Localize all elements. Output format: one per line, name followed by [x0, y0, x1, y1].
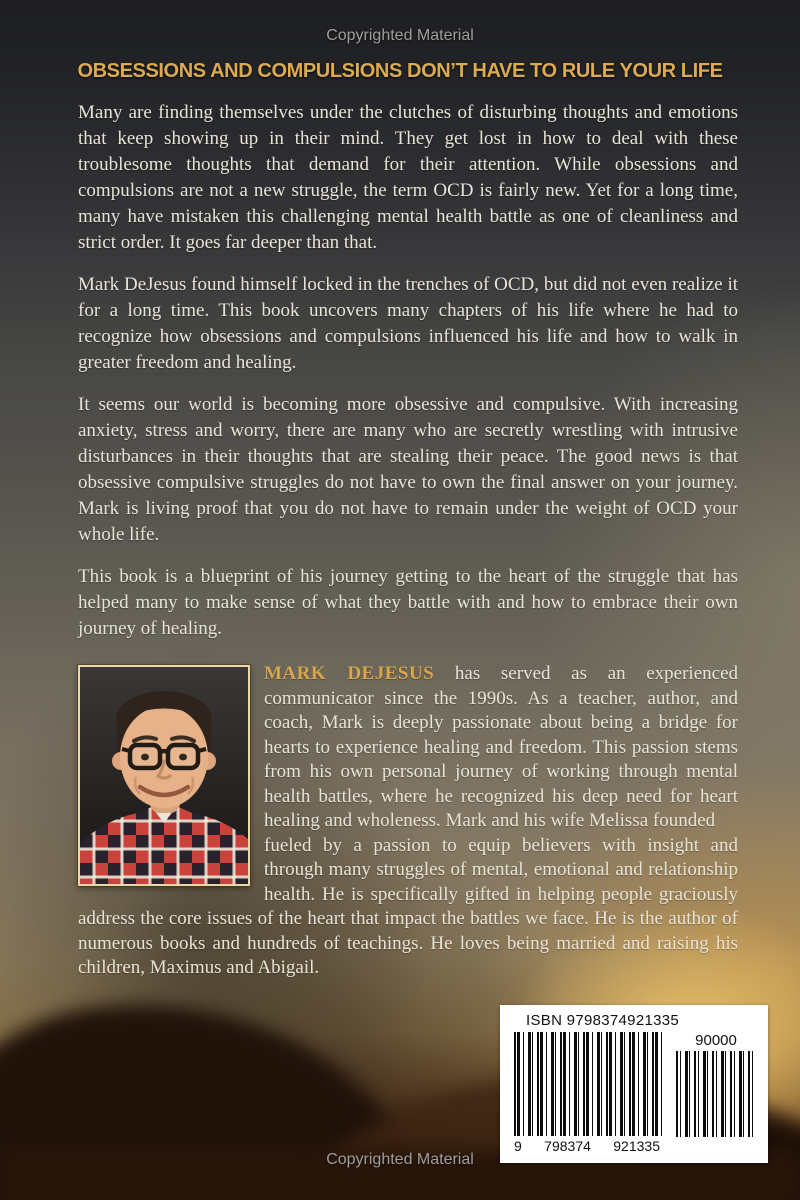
back-cover-text — [78, 100, 738, 981]
paragraph-4: This book is a blueprint of his journey getting to the heart of the struggle that has helped many to make sense of what they battle with and how to embrace their own journey of healing. — [78, 566, 738, 639]
ean-barcode — [514, 1032, 662, 1154]
bio-text-part2: fueled by a passion to equip believers with insight and through many struggles of mental, emotional and relationship health. He is specifically gifted in helping people graciously address the core issues of the heart that impact the battles we face. He is the author of numerous books and hundreds of teachings. He loves being married and raising his children, Maximus and Abigail. — [78, 834, 738, 978]
author-name: MARK DEJESUS — [264, 663, 435, 684]
copyright-watermark-bottom: Copyrighted Material — [326, 1151, 474, 1168]
author-photo — [78, 665, 250, 886]
ean-digit-group1: 798374 — [544, 1138, 591, 1154]
price-code: 90000 — [695, 1032, 737, 1049]
author-portrait-illustration — [80, 667, 248, 884]
bio-text-part1: has served as an experienced communicator since the 1990s. As a teacher, author, and coach, Mark is deeply passionate about being a bridge for hearts to experience healing and freedom. This passion stems from his own personal journey of working through mental health battles, where he recognized his deep need for heart healing and wholeness. Mark and his wife Melissa founded — [264, 663, 739, 831]
paragraph-1: Many are finding themselves under the clutches of disturbing thoughts and emotions that keep showing up in their mind. They get lost in how to deal with these troublesome thoughts that demand for their attention. While obsessions and compulsions are not a new struggle, the term OCD is fairly new. Yet for a long time, many have mistaken this challenging mental health battle as one of cleanliness and strict order. It goes far deeper than that. — [78, 102, 738, 253]
paragraph-3: It seems our world is becoming more obsessive and compulsive. With increasing anxiety, stress and worry, there are many who are secretly wrestling with intrusive disturbances in their thoughts that are stealing their peace. The good news is that obsessive compulsive struggles do not have to own the final answer on your journey. Mark is living proof that you do not have to remain under the weight of OCD your whole life. — [78, 394, 738, 545]
author-bio — [78, 662, 738, 981]
price-addon-barcode — [672, 1032, 760, 1154]
price-addon-bars — [676, 1051, 756, 1137]
ean-digit-group2: 921335 — [613, 1138, 660, 1154]
ean-barcode-bars — [514, 1032, 662, 1136]
ean-digit-left: 9 — [514, 1138, 522, 1154]
barcode-panel — [500, 1005, 768, 1163]
paragraph-2: Mark DeJesus found himself locked in the trenches of OCD, but did not even realize it for a long time. This book uncovers many chapters of his life where he had to recognize how obsessions and compulsions influenced his life and how to walk in greater freedom and healing. — [78, 274, 738, 373]
copyright-watermark-top: Copyrighted Material — [326, 27, 474, 44]
cover-headline: OBSESSIONS AND COMPULSIONS DON’T HAVE TO RULE YOUR LIFE — [77, 60, 723, 82]
isbn-label: ISBN 9798374921335 — [526, 1012, 680, 1029]
